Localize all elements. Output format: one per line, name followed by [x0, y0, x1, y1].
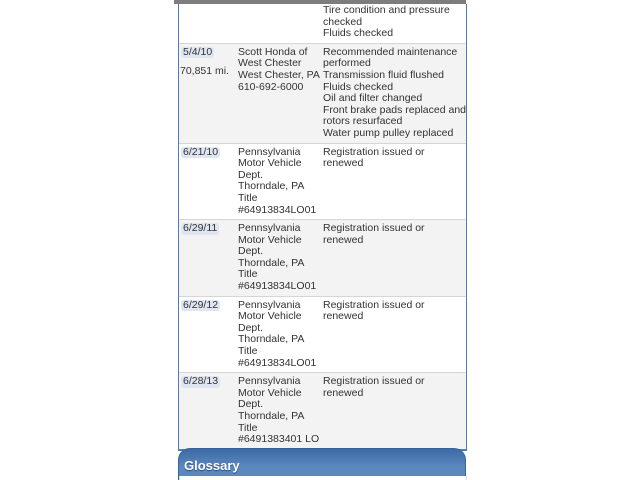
- source-line: Pennsylvania Motor Vehicle Dept.: [238, 298, 302, 334]
- source-cell: [235, 5, 321, 40]
- source-cell: [235, 147, 321, 217]
- source-line: Pennsylvania Motor Vehicle Dept.: [238, 222, 302, 258]
- source-line: Pennsylvania Motor Vehicle Dept.: [238, 145, 302, 181]
- history-row: [179, 296, 466, 373]
- detail-line: Front brake pads replaced and rotors resurfaced: [323, 103, 467, 128]
- history-row: [179, 219, 466, 296]
- source-line: Title #64913834LO01: [238, 268, 317, 293]
- source-line: 610-692-6000: [238, 80, 304, 93]
- details-cell: [321, 223, 466, 293]
- source-line: Title #6491383401 LO: [238, 421, 320, 446]
- date-badge: 6/28/13: [183, 375, 219, 388]
- date-cell: [179, 376, 235, 446]
- date-badge: 6/29/12: [183, 298, 219, 311]
- date-badge: 6/21/10: [183, 145, 219, 158]
- source-cell: [235, 47, 321, 140]
- details-cell: [321, 47, 466, 140]
- detail-line: Registration issued or renewed: [323, 375, 425, 399]
- details-cell: [321, 300, 466, 370]
- date-cell: [179, 5, 235, 40]
- date-cell: [179, 300, 235, 370]
- mileage: 70,851 mi.: [180, 65, 230, 78]
- source-line: Thorndale, PA: [238, 180, 305, 193]
- glossary-title: Glossary: [184, 458, 240, 473]
- source-line: Thorndale, PA: [238, 256, 305, 269]
- detail-line: Recommended maintenance performed: [323, 45, 458, 70]
- details-cell: [321, 376, 466, 446]
- date-cell: [179, 47, 235, 140]
- date-badge: 5/4/10: [183, 45, 213, 58]
- glossary-body: [179, 476, 467, 480]
- detail-line: Fluids checked: [323, 27, 394, 40]
- source-cell: [235, 223, 321, 293]
- source-line: Scott Honda of West Chester: [238, 45, 308, 70]
- source-line: Pennsylvania Motor Vehicle Dept.: [238, 375, 302, 411]
- source-cell: [235, 300, 321, 370]
- source-line: West Chester, PA: [238, 68, 320, 81]
- history-row: [179, 143, 466, 220]
- history-row: [179, 43, 466, 143]
- vehicle-history-table: [178, 4, 467, 451]
- detail-line: Registration issued or renewed: [323, 222, 425, 246]
- date-cell: [179, 223, 235, 293]
- details-cell: [321, 5, 466, 40]
- date-cell: [179, 147, 235, 217]
- source-line: Title #64913834LO01: [238, 345, 317, 369]
- detail-line: Fluids checked: [323, 80, 394, 93]
- detail-line: Registration issued or renewed: [323, 298, 425, 323]
- detail-line: Registration issued or renewed: [323, 145, 425, 170]
- date-badge: 6/29/11: [183, 222, 218, 235]
- detail-line: Oil and filter changed: [323, 92, 423, 105]
- detail-line: Transmission fluid flushed: [323, 68, 444, 81]
- details-cell: [321, 147, 466, 217]
- source-cell: [235, 376, 321, 446]
- history-row: [179, 372, 466, 449]
- source-line: Title #64913834LO01: [238, 191, 317, 216]
- source-line: Thorndale, PA: [238, 333, 305, 346]
- detail-line: Water pump pulley replaced: [323, 126, 454, 139]
- source-line: Thorndale, PA: [238, 410, 305, 422]
- history-row: [179, 4, 466, 43]
- detail-line: Tire condition and pressure checked: [323, 4, 450, 28]
